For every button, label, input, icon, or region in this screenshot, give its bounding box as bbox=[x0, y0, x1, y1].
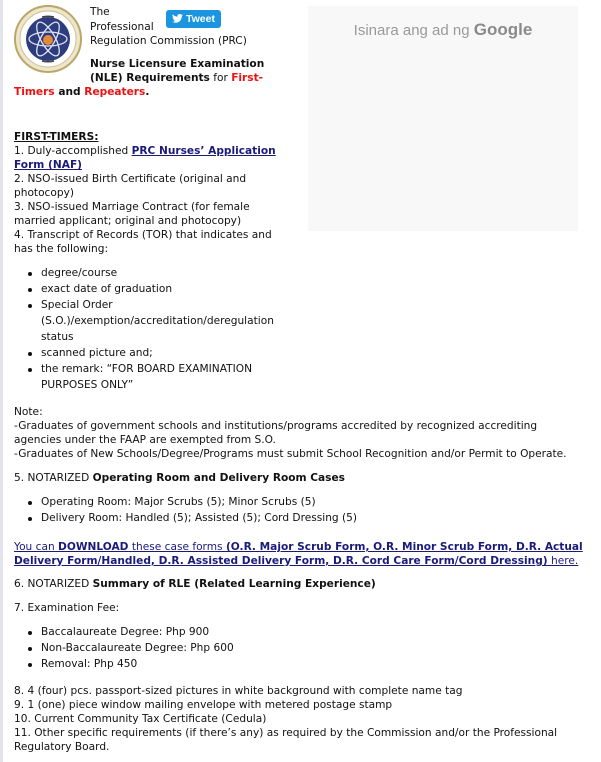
download-text-1: You can bbox=[14, 541, 59, 553]
req-item-9: 9. 1 (one) piece window mailing envelope with metered postage stamp bbox=[14, 699, 393, 711]
req-item-6-title: Summary of RLE (Related Learning Experience) bbox=[92, 578, 376, 590]
req-item-4: 4. Transcript of Records (TOR) that indicates and bbox=[14, 229, 272, 241]
note-line-2: agencies under the FAAP are exempted from S.O. bbox=[14, 434, 276, 446]
tweet-label: Tweet bbox=[186, 13, 215, 25]
note-label: Note: bbox=[14, 406, 43, 418]
tor-item: degree/course bbox=[41, 267, 118, 279]
google-brand: Google bbox=[473, 20, 533, 39]
req-item-3: 3. NSO-issued Marriage Contract (for female bbox=[14, 201, 250, 213]
req-item-8: 8. 4 (four) pcs. passport-sized pictures in white background with complete name tag bbox=[14, 685, 463, 697]
case-item: Operating Room: Major Scrubs (5); Minor Scrubs (5) bbox=[41, 496, 316, 508]
title-and: and bbox=[54, 86, 85, 98]
tor-item-cont: status bbox=[41, 331, 74, 343]
download-here: here. bbox=[547, 555, 579, 567]
req-item-5-prefix: 5. NOTARIZED bbox=[14, 472, 93, 484]
intro-line-3: Regulation Commission (PRC) bbox=[90, 35, 247, 47]
intro-line-2: Professional bbox=[90, 21, 154, 33]
req-item-6 bbox=[14, 577, 376, 591]
fee-item: Baccalaureate Degree: Php 900 bbox=[41, 626, 210, 638]
fee-item: Non-Baccalaureate Degree: Php 600 bbox=[41, 642, 234, 654]
prc-seal-icon bbox=[13, 4, 83, 74]
tor-item-cont: (S.O.)/exemption/accreditation/deregulation bbox=[41, 315, 274, 327]
req-item-6-prefix: 6. NOTARIZED bbox=[14, 578, 93, 590]
req-item-4-cont: has the following: bbox=[14, 243, 109, 255]
tor-item: scanned picture and; bbox=[41, 347, 153, 359]
req-item-2: 2. NSO-issued Birth Certificate (original and bbox=[14, 173, 247, 185]
req-item-5 bbox=[14, 471, 345, 485]
case-forms-list-cont: Delivery Form/Handled, D.R. Assisted Delivery Form, D.R. Cord Care Form/Cord Dressing) bbox=[14, 555, 548, 567]
req-item-2-cont: photocopy) bbox=[14, 187, 74, 199]
note-line-3: -Graduates of New Schools/Degree/Programs must submit School Recognition and/or Permit to Operate. bbox=[14, 448, 567, 460]
case-item: Delivery Room: Handled (5); Assisted (5); Cord Dressing (5) bbox=[41, 512, 358, 524]
ad-closed-message bbox=[308, 20, 578, 40]
req-item-3-cont: married applicant; original and photocopy) bbox=[14, 215, 242, 227]
fee-item: Removal: Php 450 bbox=[41, 658, 138, 670]
download-bold: DOWNLOAD bbox=[58, 541, 129, 553]
title-for: for bbox=[209, 72, 232, 84]
case-forms-list: (O.R. Major Scrub Form, O.R. Minor Scrub Form, D.R. Actual bbox=[225, 541, 583, 553]
req-item-1 bbox=[14, 144, 276, 158]
tweet-button[interactable] bbox=[166, 10, 221, 28]
req-item-1-cont bbox=[14, 158, 82, 172]
req-item-1-prefix: 1. Duly-accomplished bbox=[14, 145, 132, 157]
title-period: . bbox=[145, 86, 150, 98]
title-bold-2: (NLE) Requirements bbox=[90, 72, 210, 84]
naf-link-cont[interactable]: Form (NAF) bbox=[14, 159, 83, 171]
title-timers: Timers bbox=[14, 86, 55, 98]
first-timers-heading: FIRST-TIMERS: bbox=[14, 131, 99, 143]
closed-ad-panel bbox=[308, 6, 578, 231]
req-item-11-cont: Regulatory Board. bbox=[14, 741, 110, 753]
title-repeaters: Repeaters bbox=[84, 86, 146, 98]
download-text-2: these case forms bbox=[128, 541, 226, 553]
page-left-border bbox=[0, 0, 3, 762]
req-item-10: 10. Current Community Tax Certificate (Cedula) bbox=[14, 713, 267, 725]
req-item-7: 7. Examination Fee: bbox=[14, 602, 120, 614]
download-line-2[interactable] bbox=[14, 554, 578, 568]
title-line-2 bbox=[90, 71, 263, 85]
download-line-1[interactable] bbox=[14, 540, 583, 554]
naf-link[interactable]: PRC Nurses’ Application bbox=[131, 145, 276, 157]
req-item-5-title: Operating Room and Delivery Room Cases bbox=[92, 472, 345, 484]
title-line-1: Nurse Licensure Examination bbox=[90, 58, 265, 70]
intro-line-1: The bbox=[90, 6, 110, 18]
prc-logo bbox=[13, 4, 83, 74]
tor-item-cont: PURPOSES ONLY” bbox=[41, 379, 134, 391]
tor-item: the remark: “FOR BOARD EXAMINATION bbox=[41, 363, 252, 375]
tor-item: Special Order bbox=[41, 299, 113, 311]
ad-text: Isinara ang ad ng bbox=[353, 22, 474, 39]
tor-item: exact date of graduation bbox=[41, 283, 173, 295]
title-line-3 bbox=[14, 85, 149, 99]
title-first: First- bbox=[231, 72, 264, 84]
twitter-bird-icon bbox=[172, 14, 183, 23]
note-line-1: -Graduates of government schools and institutions/programs accredited by recognized accrediting bbox=[14, 420, 538, 432]
req-item-11: 11. Other specific requirements (if there’s any) as required by the Commission and/or the Professional bbox=[14, 727, 558, 739]
